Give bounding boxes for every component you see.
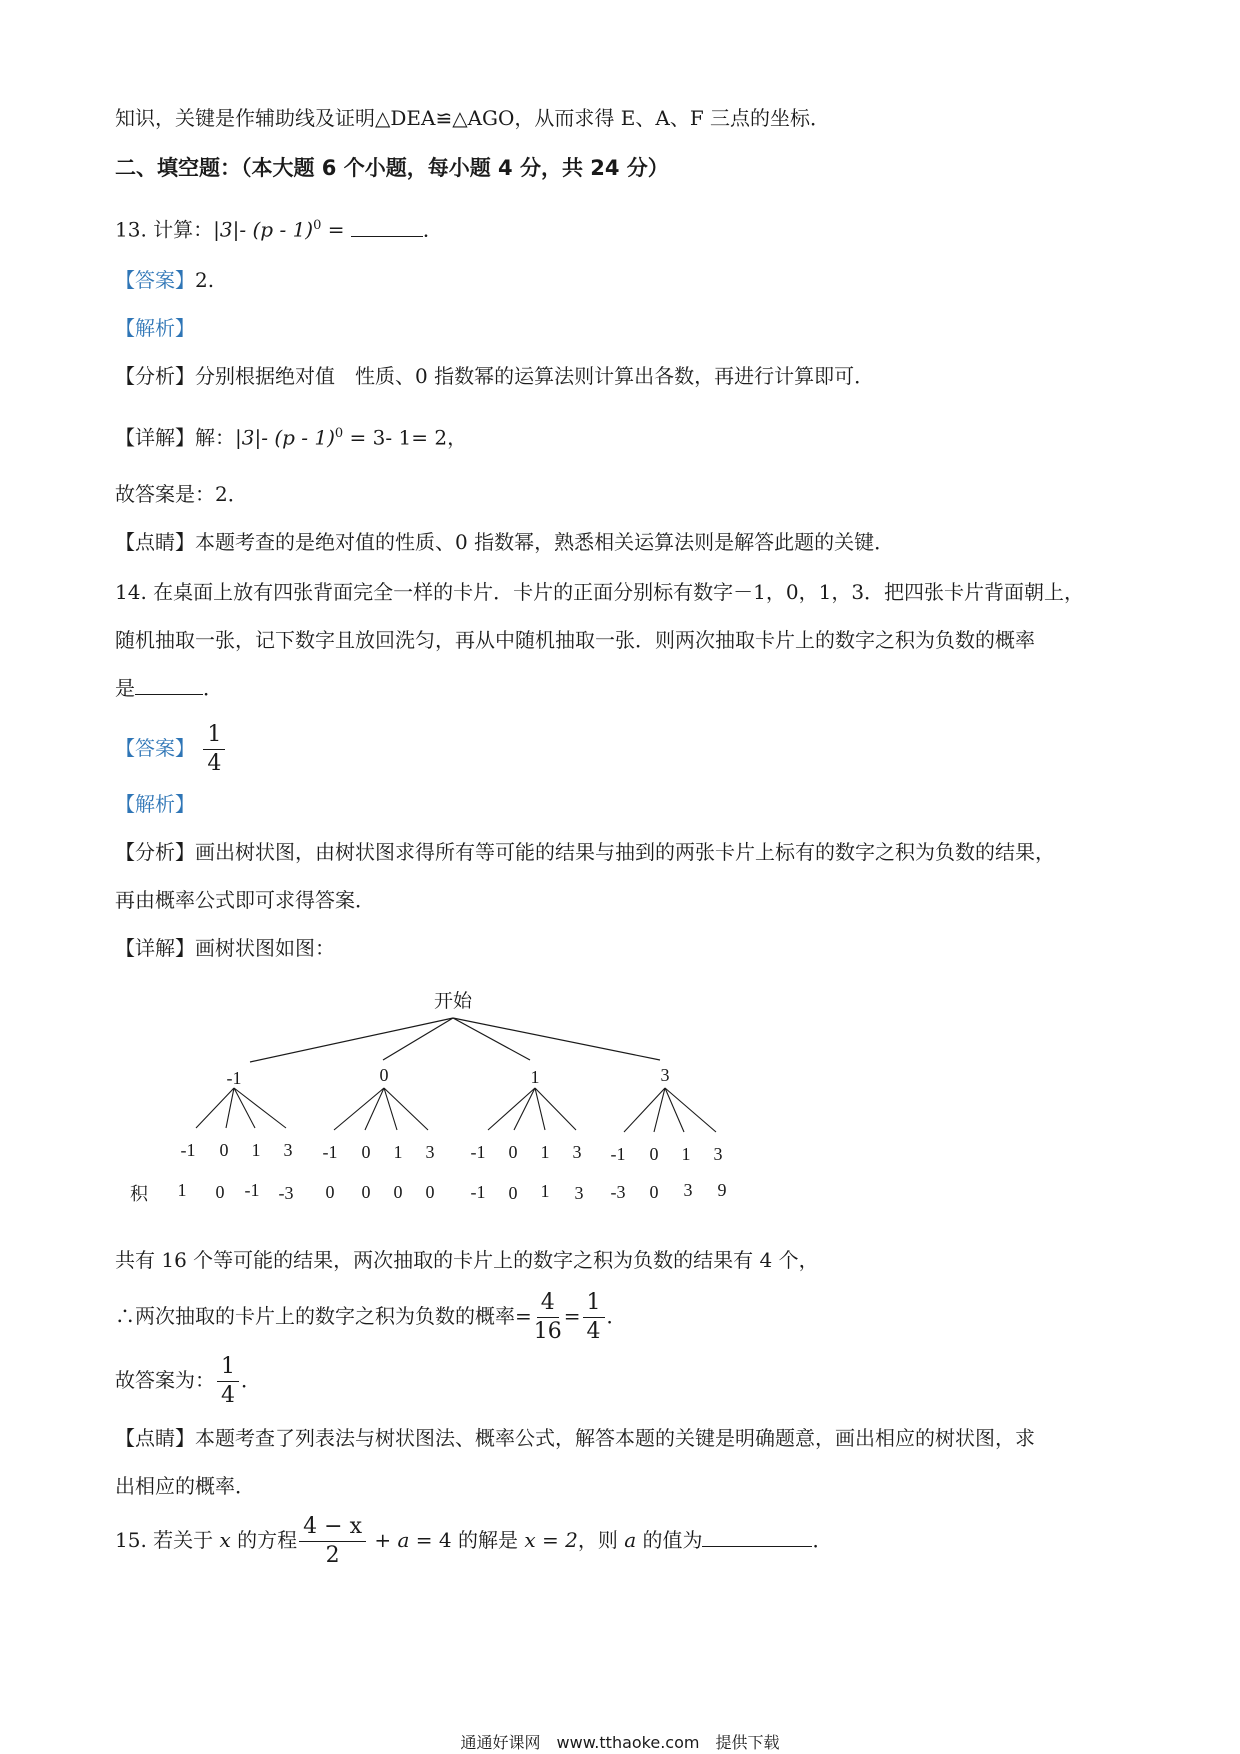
level2-node: -1	[180, 1140, 196, 1160]
q13-exponent: 0	[313, 218, 322, 233]
fenxi-tag: 【分析】	[115, 364, 195, 388]
edge	[226, 1088, 234, 1128]
q13-answer-blank	[351, 218, 423, 237]
denominator: 2	[325, 1543, 340, 1568]
edge	[665, 1088, 716, 1132]
product-value: 0	[508, 1183, 518, 1203]
section-heading: 二、填空题：（本大题 6 个小题，每小题 4 分，共 24 分）	[115, 156, 669, 180]
q15-var-x: x	[219, 1528, 231, 1552]
q15-mid5: ，则	[577, 1528, 625, 1552]
level2-node: 1	[540, 1142, 550, 1162]
answer-tag: 【答案】	[115, 268, 195, 292]
level2-node: -1	[610, 1144, 626, 1164]
q13-xiangjie-exponent: 0	[334, 426, 344, 441]
q13-dianjing	[115, 528, 894, 556]
fraction-1-4	[583, 1292, 605, 1343]
q14-result2-prefix: ∴两次抽取的卡片上的数字之积为负数的概率=	[115, 1304, 532, 1328]
q15-answer-blank	[702, 1528, 812, 1547]
product-value: -3	[610, 1182, 626, 1202]
level2-node: 3	[713, 1144, 723, 1164]
q14-guda-prefix: 故答案为：	[115, 1368, 215, 1392]
q15-end: ．	[812, 1528, 833, 1552]
edge	[250, 1018, 453, 1062]
q14-fenxi-line1	[115, 838, 1055, 866]
level2-node: -1	[470, 1142, 486, 1162]
product-value: 3	[574, 1183, 584, 1203]
q14-stem3: 是	[115, 676, 135, 700]
q15-prefix: 15. 若关于	[115, 1528, 220, 1552]
q13-guda: 故答案是：2．	[115, 482, 248, 506]
product-value: -3	[278, 1183, 294, 1203]
product-value: 0	[215, 1182, 225, 1202]
edge	[535, 1088, 576, 1130]
q15-stem	[115, 1510, 832, 1570]
q14-dianjing-line2: 出相应的概率．	[115, 1474, 255, 1498]
q13-stem	[115, 212, 443, 244]
level1-node-d: 3	[660, 1065, 670, 1085]
q15-mid6: 的值为	[636, 1528, 703, 1552]
numerator: 4	[537, 1292, 559, 1318]
q15-solution: x = 2	[524, 1528, 578, 1552]
edge	[383, 1018, 453, 1060]
q13-dianjing-text: 本题考查的是绝对值的性质、0 指数幂，熟悉相关运算法则是解答此题的关键．	[195, 530, 895, 554]
q14-fenxi-line2: 再由概率公式即可求得答案．	[115, 888, 375, 912]
edge	[453, 1018, 530, 1060]
level2-node: 1	[393, 1142, 403, 1162]
q13-jiexi-tag: 【解析】	[115, 316, 195, 340]
level2-node: 1	[681, 1144, 691, 1164]
denominator: 4	[221, 1383, 235, 1408]
q14-result2-end: ．	[606, 1304, 627, 1328]
q15-fraction	[299, 1516, 366, 1567]
product-value: 0	[649, 1182, 659, 1202]
q13-fenxi-text: 分别根据绝对值 性质、0 指数幂的运算法则计算出各数，再进行计算即可．	[195, 364, 875, 388]
level1-node-c: 1	[530, 1067, 540, 1087]
product-value: -1	[244, 1180, 260, 1200]
product-value: 1	[540, 1181, 550, 1201]
denominator: 4	[207, 751, 222, 776]
product-value: 0	[361, 1182, 371, 1202]
numerator: 1	[203, 724, 225, 750]
q13-expr: |3|- (p - 1)	[213, 217, 314, 242]
branch-edges	[196, 1088, 716, 1132]
q14-dianjing-text1: 本题考查了列表法与树状图法、概率公式，解答本题的关键是明确题意，画出相应的树状图，求	[195, 1426, 1035, 1450]
product-value: -1	[470, 1182, 486, 1202]
q13-fenxi	[115, 362, 874, 390]
edge	[453, 1018, 660, 1060]
q14-xiangjie-text: 画树状图如图：	[195, 936, 335, 960]
q14-result-line2	[115, 1286, 627, 1346]
q13-xiangjie-tail: = 3- 1= 2，	[343, 425, 468, 450]
product-value: 0	[425, 1182, 435, 1202]
root-edges	[250, 1018, 660, 1062]
q14-jiexi-tag: 【解析】	[115, 792, 195, 816]
product-value: 9	[717, 1180, 727, 1200]
level2-node: 3	[425, 1142, 435, 1162]
q14-answer	[115, 718, 227, 778]
page-footer: 通通好课网 www.tthaoke.com 提供下载	[460, 1733, 780, 1752]
product-row	[178, 1180, 727, 1203]
continued-text-line: 知识，关键是作辅助线及证明△DEA≌△AGO，从而求得 E、A、F 三点的坐标．	[115, 106, 831, 130]
level2-node: 3	[572, 1142, 582, 1162]
q13-xiangjie-expr: |3|- (p - 1)	[235, 425, 335, 450]
answer-tag: 【答案】	[115, 736, 195, 760]
q13-xiangjie-prefix: 解：	[195, 425, 235, 450]
level2-node: 3	[283, 1140, 293, 1160]
xiangjie-tag: 【详解】	[115, 936, 195, 960]
edge	[488, 1088, 535, 1130]
level1-node-b: 0	[379, 1065, 389, 1085]
q14-dianjing-line1	[115, 1424, 1035, 1452]
q14-fenxi-text1: 画出树状图，由树状图求得所有等可能的结果与抽到的两张卡片上标有的数字之积为负数的结果，	[195, 840, 1055, 864]
level1-node-a: -1	[226, 1068, 242, 1088]
q15-mid1: 的方程	[230, 1528, 298, 1552]
q13-end: ．	[422, 217, 443, 242]
level2-node: 0	[649, 1144, 659, 1164]
q14-stem-line1: 14. 在桌面上放有四张背面完全一样的卡片．卡片的正面分别标有数字－1，0，1，3．把四张卡片背面朝上，	[115, 580, 1085, 604]
q15-mid2: +	[368, 1528, 398, 1552]
q14-stem3-end: ．	[203, 676, 223, 700]
q14-guda	[115, 1350, 261, 1410]
equals-sign: =	[563, 1304, 581, 1328]
q13-expr-tail: =	[321, 217, 345, 242]
edge	[365, 1088, 384, 1130]
product-value: 0	[393, 1182, 403, 1202]
edge	[334, 1088, 384, 1130]
edge	[196, 1088, 234, 1128]
level2-node: 0	[219, 1140, 229, 1160]
q14-stem-line3	[115, 674, 223, 702]
dianjing-tag: 【点睛】	[115, 1426, 195, 1450]
q14-stem-line2: 随机抽取一张，记下数字且放回洗匀，再从中随机抽取一张．则两次抽取卡片上的数字之积为负数的概率	[115, 628, 1035, 652]
q13-answer-value: 2.	[195, 268, 215, 292]
product-value: 3	[683, 1180, 693, 1200]
product-value: 1	[177, 1180, 187, 1200]
q15-mid3: = 4 的解是	[409, 1528, 525, 1552]
level2-nodes	[181, 1140, 723, 1164]
q14-result-line1: 共有 16 个等可能的结果，两次抽取的卡片上的数字之积为负数的结果有 4 个，	[115, 1248, 819, 1272]
numerator: 4 − x	[299, 1516, 366, 1542]
edge	[535, 1088, 545, 1130]
edge	[514, 1088, 535, 1130]
denominator: 16	[533, 1319, 562, 1344]
tree-diagram	[0, 980, 1240, 1210]
q13-stem-prefix: 13. 计算：	[115, 217, 214, 242]
level2-node: -1	[322, 1142, 338, 1162]
denominator: 4	[586, 1319, 601, 1344]
numerator: 1	[583, 1292, 605, 1318]
q15-var-a: a	[397, 1528, 410, 1552]
q15-var-a-2: a	[624, 1528, 637, 1552]
q13-xiangjie	[115, 420, 467, 452]
dianjing-tag: 【点睛】	[115, 530, 195, 554]
edge	[665, 1088, 684, 1132]
edge	[624, 1088, 665, 1132]
product-value: 0	[325, 1182, 335, 1202]
q14-guda-end: ．	[241, 1368, 261, 1392]
fraction-4-16	[534, 1292, 562, 1343]
edge	[234, 1088, 286, 1128]
level2-node: 0	[361, 1142, 371, 1162]
level2-node: 1	[251, 1140, 261, 1160]
q14-xiangjie	[115, 934, 335, 962]
tree-root: 开始	[433, 990, 473, 1012]
product-label: 积	[130, 1184, 148, 1205]
q13-answer	[115, 266, 214, 294]
edge	[234, 1088, 255, 1128]
level2-node: 0	[508, 1142, 518, 1162]
xiangjie-tag: 【详解】	[115, 425, 195, 450]
q14-answer-fraction	[203, 724, 225, 775]
q14-guda-fraction	[217, 1356, 239, 1407]
q14-answer-blank	[135, 676, 203, 695]
fenxi-tag: 【分析】	[115, 840, 195, 864]
numerator: 1	[217, 1356, 239, 1382]
